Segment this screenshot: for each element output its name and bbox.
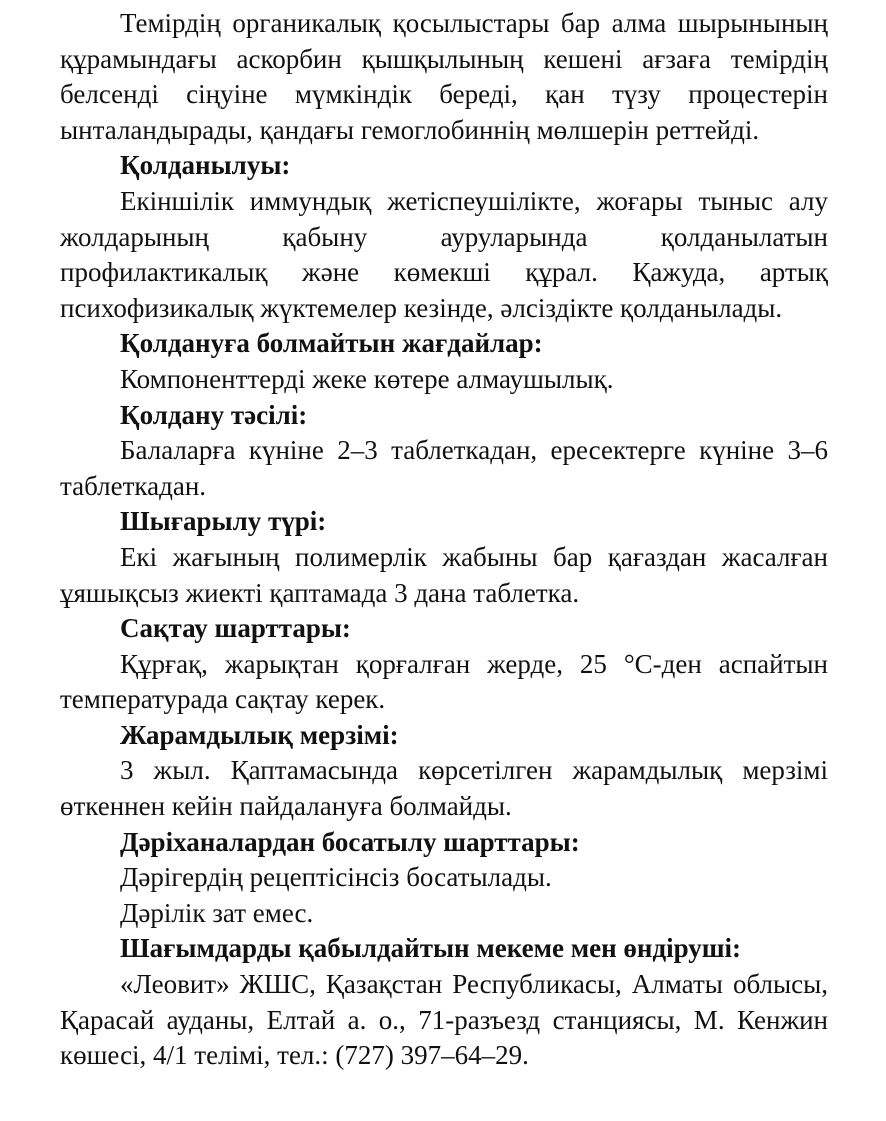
section-paragraph-storage: Құрғақ, жарықтан қорғалған жерде, 25 °С-ден аспайтын температурада сақтау керек.	[60, 648, 828, 715]
section-paragraph-pharmacy-conditions: Дәрігердің рецептісінсіз босатылады.	[120, 862, 552, 893]
section-heading-shelf-life: Жарамдылық мерзімі:	[120, 719, 399, 750]
section-heading-usage: Қолданылуы:	[120, 150, 291, 181]
section-paragraph-not-medicine: Дәрілік зат емес.	[120, 897, 314, 928]
section-heading-dosage: Қолдану тәсілі:	[120, 399, 308, 430]
section-paragraph-manufacturer: «Леовит» ЖШС, Қазақстан Республикасы, Алматы облысы, Қарасай ауданы, Елтай а. о., 71-разъезд станциясы, М. Кенжин көшесі, 4/1 телімі, тел.: (727) 397–64–29.	[60, 969, 828, 1071]
section-heading-storage: Сақтау шарттары:	[120, 613, 351, 644]
intro-paragraph: Темірдің органикалық қосылыстары бар алма шырынының құрамындағы аскорбин қышқылының кешені ағзаға темірдің белсенді сіңуіне мүмкіндік береді, қан түзу процестерін ынталандырады, қандағы гемоглобиннің мөлшерін реттейді.	[60, 8, 828, 145]
section-heading-pharmacy-conditions: Дәріханалардан босатылу шарттары:	[120, 826, 580, 857]
section-paragraph-usage: Екіншілік иммундық жетіспеушілікте, жоғары тыныс алу жолдарының қабыну ауруларында қолданылатын профилактикалық және көмекші құрал. Қажуда, артық психофизикалық жүктемелер кезінде, әлсіздікте қолданылады.	[60, 185, 828, 323]
section-paragraph-dosage: Балаларға күніне 2–3 таблеткадан, ересектерге күніне 3–6 таблеткадан.	[60, 435, 828, 501]
section-heading-manufacturer: Шағымдарды қабылдайтын мекеме мен өндіруші:	[120, 933, 742, 964]
section-paragraph-release-form: Екі жағының полимерлік жабыны бар қағаздан жасалған ұяшықсыз жиекті қаптамада 3 дана таблетка.	[60, 541, 828, 608]
section-paragraph-contraindications: Компоненттерді жеке көтере алмаушылық.	[120, 363, 614, 394]
section-paragraph-shelf-life: 3 жыл. Қаптамасында көрсетілген жарамдылық мерзімі өткеннен кейін пайдалануға болмайды.	[60, 755, 828, 822]
section-heading-contraindications: Қолдануға болмайтын жағдайлар:	[120, 328, 543, 359]
section-heading-release-form: Шығарылу түрі:	[120, 506, 327, 537]
